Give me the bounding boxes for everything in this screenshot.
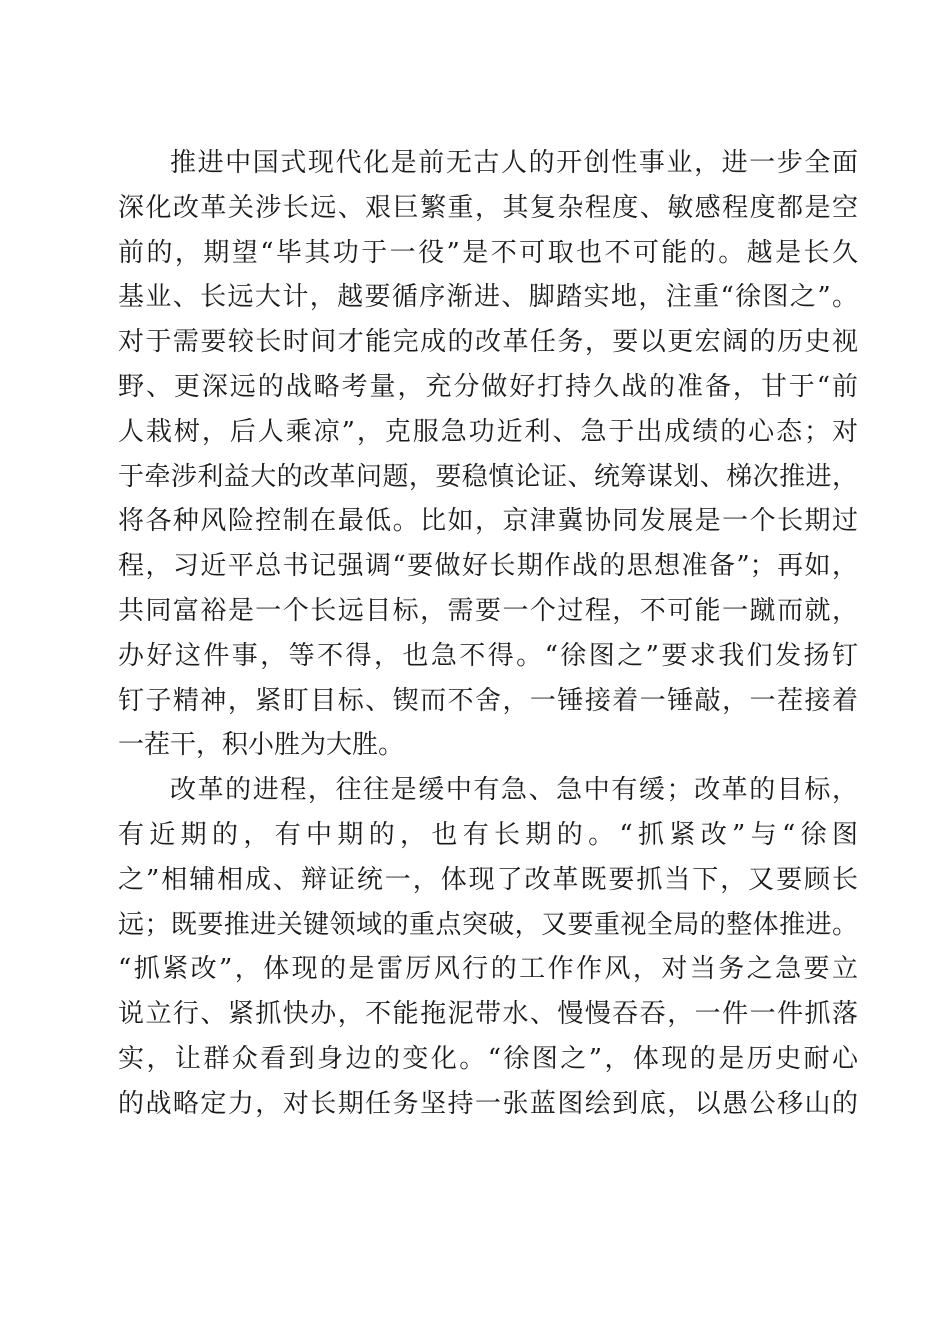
text-line: 人栽树，后人乘凉”，克服急功近利、急于出成绩的心态；对 bbox=[118, 416, 858, 447]
paragraph-2 bbox=[118, 768, 858, 1126]
text-line: 共同富裕是一个长远目标，需要一个过程，不可能一蹴而就， bbox=[118, 595, 858, 626]
text-line: 办好这件事，等不得，也急不得。“徐图之”要求我们发扬钉 bbox=[118, 640, 858, 671]
text-line: 于牵涉利益大的改革问题，要稳慎论证、统筹谋划、梯次推进， bbox=[118, 461, 858, 492]
text-line: 前的，期望“毕其功于一役”是不可取也不可能的。越是长久 bbox=[118, 237, 858, 268]
text-line: 之”相辅相成、辩证统一，体现了改革既要抓当下，又要顾长 bbox=[118, 864, 858, 895]
text-line: 说立行、紧抓快办，不能拖泥带水、慢慢吞吞，一件一件抓落 bbox=[118, 999, 858, 1030]
paragraph-1 bbox=[118, 141, 858, 768]
text-line: 程，习近平总书记强调“要做好长期作战的思想准备”；再如， bbox=[118, 551, 858, 582]
text-line: “抓紧改”，体现的是雷厉风行的工作作风，对当务之急要立 bbox=[118, 954, 858, 985]
text-line: 野、更深远的战略考量，充分做好打持久战的准备，甘于“前 bbox=[118, 371, 858, 402]
text-line: 的战略定力，对长期任务坚持一张蓝图绘到底，以愚公移山的 bbox=[118, 1088, 858, 1119]
text-line: 改革的进程，往往是缓中有急、急中有缓；改革的目标， bbox=[170, 775, 858, 806]
text-line: 一茬干，积小胜为大胜。 bbox=[118, 730, 405, 761]
text-line: 有近期的，有中期的，也有长期的。“抓紧改”与“徐图 bbox=[118, 819, 858, 850]
text-line: 钉子精神，紧盯目标、锲而不舍，一锤接着一锤敲，一茬接着 bbox=[118, 685, 858, 716]
text-line: 将各种风险控制在最低。比如，京津冀协同发展是一个长期过 bbox=[118, 506, 858, 537]
text-line: 对于需要较长时间才能完成的改革任务，要以更宏阔的历史视 bbox=[118, 327, 858, 358]
text-line: 深化改革关涉长远、艰巨繁重，其复杂程度、敏感程度都是空 bbox=[118, 192, 858, 223]
text-line: 基业、长远大计，越要循序渐进、脚踏实地，注重“徐图之”。 bbox=[118, 282, 858, 313]
body-text bbox=[118, 141, 858, 1127]
text-line: 实，让群众看到身边的变化。“徐图之”，体现的是历史耐心 bbox=[118, 1043, 858, 1074]
text-line: 推进中国式现代化是前无古人的开创性事业，进一步全面 bbox=[170, 148, 858, 178]
text-line: 远；既要推进关键领域的重点突破，又要重视全局的整体推进。 bbox=[118, 909, 858, 940]
